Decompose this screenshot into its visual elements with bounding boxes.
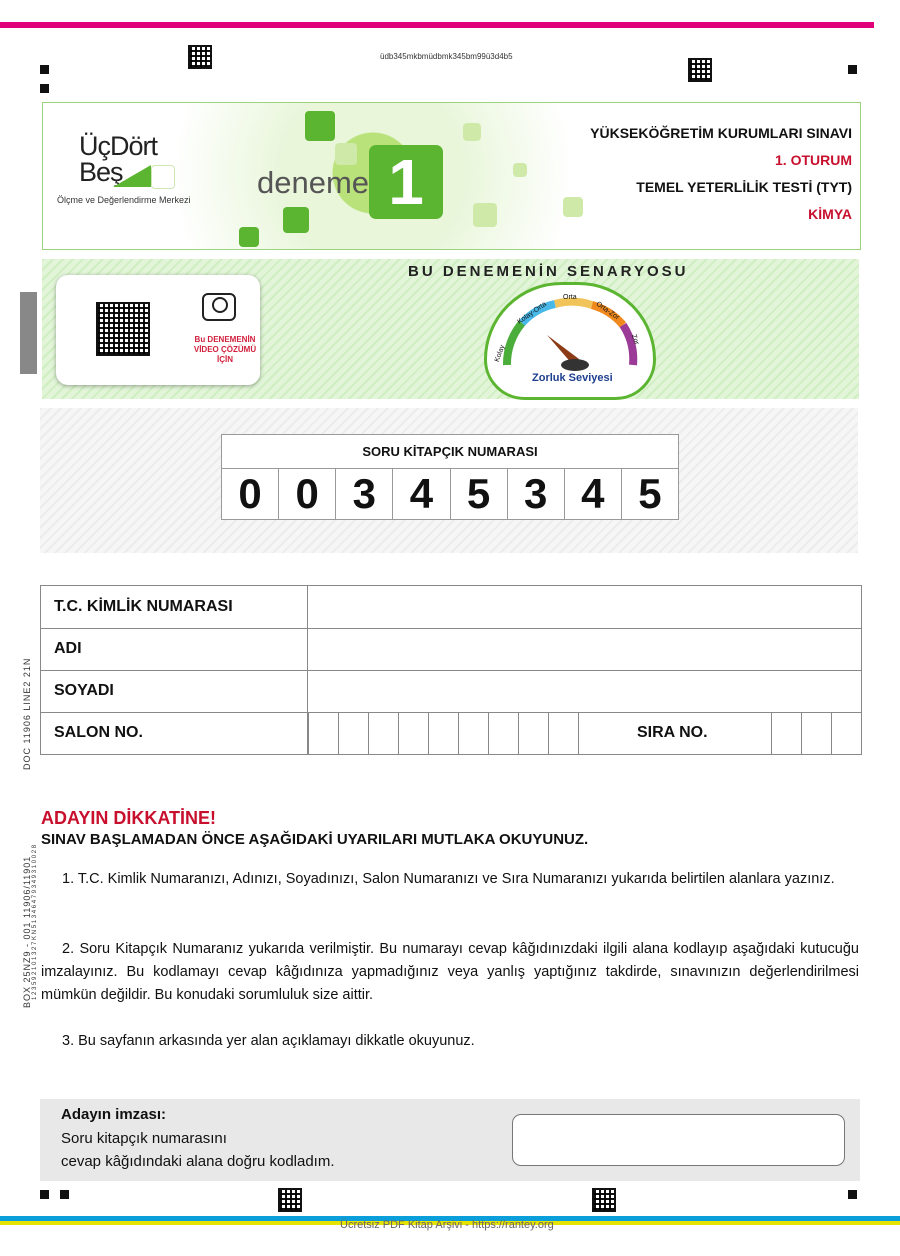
salon-row — [41, 712, 861, 754]
surname-label: SOYADI — [54, 682, 114, 699]
top-color-bar — [0, 22, 874, 28]
booklet-digits — [222, 469, 678, 519]
booklet-digit: 4 — [393, 469, 450, 519]
side-code: BOX 25NZ9 - 001 11906/11901 — [22, 855, 32, 1008]
instruction-3: 3. Bu sayfanın arkasında yer alan açıklamayı dikkatle okuyunuz. — [62, 1033, 475, 1049]
salon-cell[interactable] — [518, 712, 548, 754]
side-code: DOC 11906 LINE2 21N — [22, 657, 32, 770]
signature-title: Adayın imzası: — [61, 1106, 167, 1123]
qr-code-icon — [188, 45, 212, 69]
salon-cell[interactable] — [398, 712, 428, 754]
booklet-digit: 0 — [279, 469, 336, 519]
booklet-digit: 5 — [451, 469, 508, 519]
booklet-digit: 3 — [508, 469, 565, 519]
sira-label: SIRA NO. — [637, 724, 708, 741]
instruction-2: 2. Soru Kitapçık Numaranız yukarıda verilmiştir. Bu numarayı cevap kâğıdınızdaki ilgili alana kodlayıp aşağıdaki kutucuğu imzalayınız. Bu kodlamayı cevap kâğıdınıza yapmadığınız veya yanlış yaptığınız takdirde, sınavınızın değerlendirilmesi mümkün değildir. Bu konudaki sorumluluk size aittir. — [41, 941, 859, 1003]
salon-cell[interactable] — [308, 712, 338, 754]
booklet-digit: 5 — [638, 470, 662, 517]
salon-label: SALON NO. — [54, 724, 143, 741]
video-solution-card[interactable] — [56, 275, 260, 385]
side-tab — [20, 292, 37, 374]
qr-code-icon — [592, 1188, 616, 1212]
logo-triangle-icon — [113, 165, 151, 187]
name-field[interactable] — [308, 628, 861, 670]
side-code-small: 1 2 3 5 9 2 1 0 1 3 2 7 K N 5 1 3 4 6 4 7 9 3 4 9 3 1 0 0 2 8 — [32, 844, 38, 1000]
sira-cell[interactable] — [771, 712, 801, 754]
salon-cell[interactable] — [368, 712, 398, 754]
registration-mark — [40, 1190, 49, 1199]
exam-banner — [42, 102, 861, 250]
qr-code-icon — [96, 302, 150, 356]
registration-mark — [40, 65, 49, 74]
deneme-label: deneme — [257, 165, 370, 200]
sira-cell[interactable] — [831, 712, 861, 754]
attention-title: ADAYIN DİKKATİNE! — [41, 808, 217, 828]
warning-heading: SINAV BAŞLAMADAN ÖNCE AŞAĞIDAKİ UYARILARI MUTLAKA OKUYUNUZ. — [41, 831, 589, 848]
gauge-label-kolay: Kolay — [493, 344, 507, 363]
video-solution-text: Bu DENEMENİN VİDEO ÇÖZÜMÜ İÇİN — [193, 335, 257, 364]
salon-cell[interactable] — [548, 712, 578, 754]
registration-mark — [40, 84, 49, 93]
gauge-label-orta: Orta — [563, 294, 577, 301]
name-row — [41, 628, 861, 671]
document-code: üdb345mkbmüdbmk345bm99ü3d4b5 — [380, 52, 513, 61]
footer-link[interactable]: Ücretsiz PDF Kitap Arşivi - https://rantey.org — [340, 1219, 554, 1231]
registration-mark — [60, 1190, 69, 1199]
play-icon — [202, 293, 236, 321]
booklet-digit: 3 — [336, 469, 393, 519]
surname-row — [41, 670, 861, 713]
exam-number: 1 — [369, 145, 443, 219]
registration-mark — [848, 65, 857, 74]
tc-field[interactable] — [308, 586, 861, 628]
gauge-title: Zorluk Seviyesi — [532, 372, 613, 384]
gauge-label-orta-zor: Orta-Zor — [594, 300, 621, 322]
brand-logo: ÜçDört Beş — [79, 131, 158, 187]
sira-cell[interactable] — [801, 712, 831, 754]
signature-text: cevap kâğıdındaki alana doğru kodladım. — [61, 1153, 335, 1170]
surname-field[interactable] — [308, 670, 861, 712]
gauge-label-kolay-orta: Kolay-Orta — [516, 300, 548, 326]
candidate-info-table — [40, 585, 862, 755]
tc-row — [41, 586, 861, 629]
registration-mark — [848, 1190, 857, 1199]
booklet-label: SORU KİTAPÇIK NUMARASI — [222, 435, 678, 469]
subject-label: KİMYA — [808, 206, 852, 222]
salon-cell — [578, 712, 608, 754]
booklet-digit: 4 — [565, 469, 622, 519]
session-label: 1. OTURUM — [775, 152, 852, 168]
exam-title: YÜKSEKÖĞRETİM KURUMLARI SINAVI — [590, 125, 852, 141]
salon-cell[interactable] — [458, 712, 488, 754]
salon-cell[interactable] — [428, 712, 458, 754]
logo-subtitle: Ölçme ve Değerlendirme Merkezi — [57, 195, 191, 205]
booklet-digit: 0 — [222, 469, 279, 519]
instruction-1: 1. T.C. Kimlik Numaranızı, Adınızı, Soyadınızı, Salon Numaranızı ve Sıra Numaranızı yukarıda belirtilen alanlara yazınız. — [62, 871, 835, 887]
tc-label: T.C. KİMLİK NUMARASI — [54, 598, 233, 615]
test-name: TEMEL YETERLİLİK TESTİ (TYT) — [636, 179, 852, 195]
salon-cell[interactable] — [488, 712, 518, 754]
qr-code-icon — [688, 58, 712, 82]
booklet-number-box — [221, 434, 679, 520]
signature-field[interactable] — [512, 1114, 845, 1166]
salon-cell[interactable] — [338, 712, 368, 754]
scenario-title: BU DENEMENİN SENARYOSU — [408, 263, 689, 280]
name-label: ADI — [54, 640, 82, 657]
gauge-label-zor: Zor — [629, 333, 640, 346]
qr-code-icon — [278, 1188, 302, 1212]
signature-text: Soru kitapçık numarasını — [61, 1130, 227, 1147]
